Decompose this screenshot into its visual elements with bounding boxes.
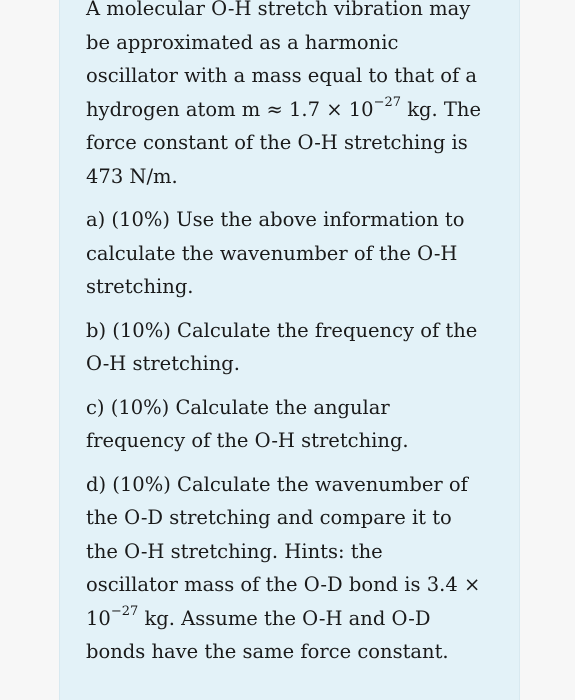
part-d-line: oscillator mass of the O-D bond is 3.4 ×	[86, 573, 481, 596]
part-a-paragraph	[86, 203, 491, 304]
part-c-paragraph	[86, 391, 491, 458]
mass-exponent: −27	[373, 95, 402, 110]
part-a-line: stretching.	[86, 275, 194, 298]
part-b-line: O-H stretching.	[86, 352, 240, 375]
part-d-line-mass	[86, 602, 491, 636]
od-mass-exponent: −27	[110, 604, 139, 619]
part-a-line: calculate the wavenumber of the O-H	[86, 241, 458, 265]
part-d-line: the O-H stretching. Hints: the	[86, 539, 383, 563]
intro-line: 473 N/m.	[86, 164, 178, 188]
intro-line-mass	[86, 93, 491, 127]
part-c-line: frequency of the O-H stretching.	[86, 429, 409, 452]
intro-paragraph	[86, 0, 491, 193]
question-text	[86, 0, 491, 679]
part-c-line: c) (10%) Calculate the angular	[86, 395, 390, 419]
part-d-line: bonds have the same force constant.	[86, 640, 449, 663]
part-b-line: b) (10%) Calculate the frequency of the	[86, 318, 478, 342]
intro-line: force constant of the O-H stretching is	[86, 131, 468, 154]
part-a-line: a) (10%) Use the above information to	[86, 208, 465, 231]
intro-line: oscillator with a mass equal to that of a	[86, 64, 478, 87]
mass-text: hydrogen atom m ≈ 1.7 × 10	[86, 97, 374, 121]
od-mass-unit-text: kg. Assume the O-H and O-D	[138, 606, 431, 630]
mass-unit-text: kg. The	[401, 97, 482, 121]
part-d-line: d) (10%) Calculate the wavenumber of	[86, 472, 468, 496]
od-mass-text: 10	[86, 606, 111, 630]
part-d-paragraph	[86, 468, 491, 669]
part-b-paragraph	[86, 314, 491, 381]
intro-line: be approximated as a harmonic	[86, 30, 399, 54]
intro-line: A molecular O-H stretch vibration may	[86, 0, 471, 20]
part-d-line: the O-D stretching and compare it to	[86, 506, 452, 529]
